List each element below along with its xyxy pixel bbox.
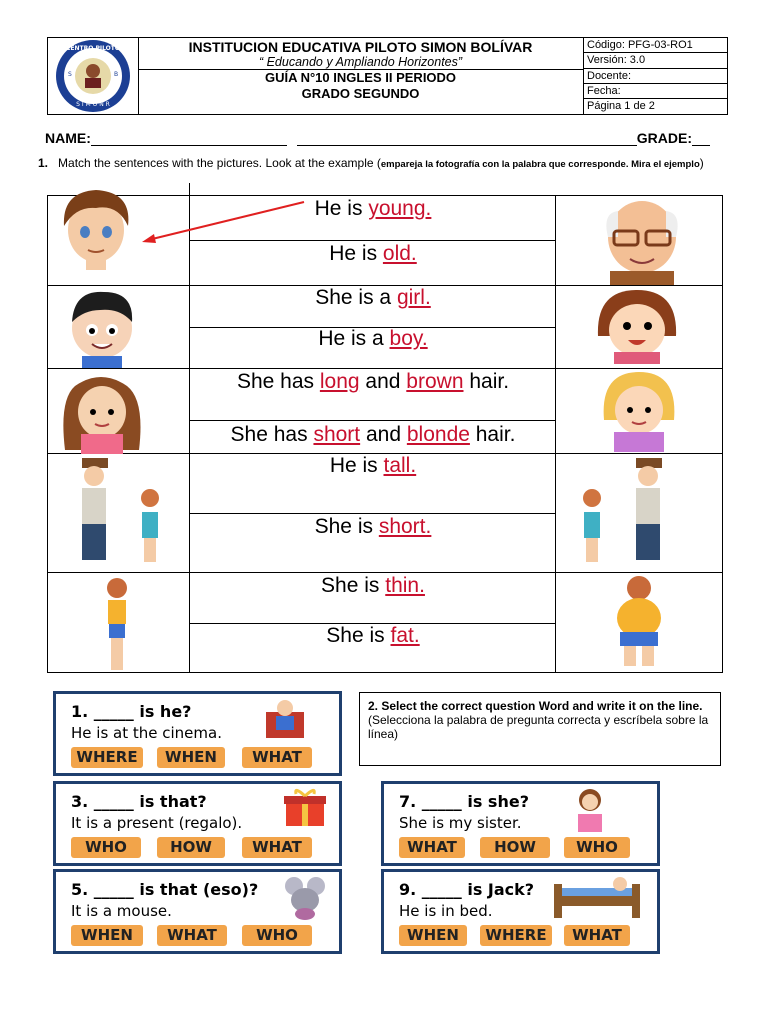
date-field: Fecha: [584,84,727,99]
exercise2-subtitle: (Selecciona la palabra de pregunta correcta y escríbela sobre la línea) [368,713,709,741]
header-title-cell [138,38,584,114]
svg-text:S: S [68,71,72,78]
exercise2-instruction-box [359,692,721,766]
code-field: Código: PFG-03-RO1 [584,38,727,53]
option-how[interactable]: HOW [157,837,225,858]
document-header [47,37,728,115]
young-boy-picture-icon [52,186,142,270]
option-what[interactable]: WHAT [157,925,227,946]
option-what[interactable]: WHAT [564,925,630,946]
svg-text:S I M O N R: S I M O N R [76,101,110,108]
option-how[interactable]: HOW [480,837,550,858]
sentence-short-blonde-hair: She has short and blonde hair. [230,423,516,446]
sentence-thin: She is thin. [321,574,425,597]
name-blank-2[interactable] [297,145,637,146]
fat-girl-picture-icon [604,574,674,668]
question-card-5: 5. _____ is that (eso)? It is a mouse. WHEN WHAT WHO [53,869,342,954]
sentence-girl: She is a girl. [315,286,431,309]
school-seal-icon [48,38,138,114]
option-who[interactable]: WHO [242,925,312,946]
question-card-1: 1. _____ is he? He is at the cinema. WHERE WHEN WHAT [53,691,342,776]
question-card-9: 9. _____ is Jack? He is in bed. WHEN WHERE WHAT [381,869,660,954]
option-when[interactable]: WHEN [399,925,467,946]
sentence-young: He is young. [314,197,432,220]
girl-long-brown-hair-picture-icon [55,370,147,454]
girl-short-blonde-hair-picture-icon [598,368,680,452]
mouse-icon [278,874,334,922]
sentence-fat: She is fat. [326,624,420,647]
school-logo-cell [48,38,139,114]
sister-girl-icon [560,786,620,836]
option-where[interactable]: WHERE [480,925,552,946]
option-where[interactable]: WHERE [71,747,143,768]
svg-text:B: B [114,71,119,78]
short-girl-tall-boy-picture-icon [566,454,686,572]
thin-girl-picture-icon [98,576,138,672]
question-card-7: 7. _____ is she? She is my sister. WHAT HOW WHO [381,781,660,866]
sentence-boy: He is a boy. [318,327,428,350]
institution-name: INSTITUCION EDUCATIVA PILOTO SIMON BOLÍVAR [188,39,533,55]
option-who[interactable]: WHO [564,837,630,858]
tall-boy-short-girl-picture-icon [60,454,180,572]
page-field: Página 1 de 2 [587,100,655,112]
grade-label: GRADE: [636,130,693,146]
boy-picture-icon [60,284,145,368]
option-what[interactable]: WHAT [242,837,312,858]
old-man-picture-icon [596,197,688,285]
example-arrow-icon [138,196,308,246]
boy-in-bed-icon [550,874,646,922]
grade-title: GRADO SEGUNDO [301,86,420,101]
option-what[interactable]: WHAT [242,747,312,768]
cinema-boy-icon [262,698,308,738]
name-label: NAME: [45,130,91,146]
name-grade-line [45,130,710,146]
name-blank[interactable] [91,145,287,146]
svg-text:CENTRO PILOTO: CENTRO PILOTO [66,45,120,52]
guide-title: GUÍA N°10 INGLES II PERIODO [264,70,457,85]
institution-motto: “ Educando y Ampliando Horizontes” [258,55,463,69]
sentence-tall: He is tall. [329,454,417,477]
teacher-field: Docente: [584,69,727,84]
sentence-long-brown-hair: She has long and brown hair. [236,370,510,393]
sentence-short: She is short. [314,515,432,538]
exercise2-title: 2. Select the correct question Word and write it on the line. [368,699,703,713]
option-who[interactable]: WHO [71,837,141,858]
question-card-3: 3. _____ is that? It is a present (regalo). WHO HOW WHAT [53,781,342,866]
option-when[interactable]: WHEN [157,747,225,768]
girl-picture-icon [592,286,682,364]
exercise1-instruction: 1. Match the sentences with the pictures. Look at the example (empareja la fotografía con la palabra que corresponde. Mira el ejemplo) [38,156,704,170]
sentence-old: He is old. [329,242,417,265]
version-field: Versión: 3.0 [584,53,727,69]
exercise1-number: 1. [38,156,49,170]
option-what[interactable]: WHAT [399,837,465,858]
option-when[interactable]: WHEN [71,925,143,946]
header-meta-cell [584,38,727,114]
grade-blank[interactable] [692,145,710,146]
present-gift-icon [282,788,328,828]
